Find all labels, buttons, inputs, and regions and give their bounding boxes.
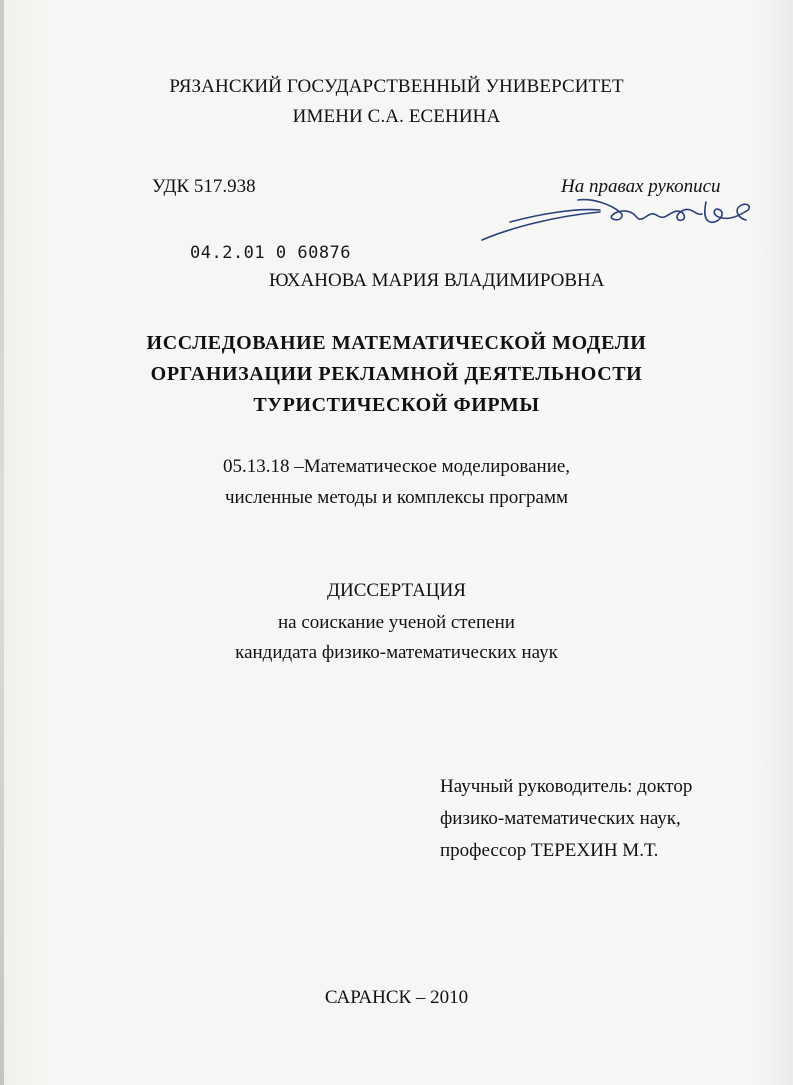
thesis-title-line: ОРГАНИЗАЦИИ РЕКЛАМНОЙ ДЕЯТЕЛЬНОСТИ bbox=[150, 363, 643, 385]
scan-edge bbox=[0, 0, 4, 1085]
manuscript-rights-note: На правах рукописи bbox=[561, 176, 721, 197]
author-name: ЮХАНОВА МАРИЯ ВЛАДИМИРОВНА bbox=[269, 270, 605, 291]
specialty-line: 05.13.18 –Математическое моделирование, bbox=[222, 456, 571, 477]
registration-stamp: 04.2.01 0 60876 bbox=[190, 243, 352, 263]
degree-purpose-line2: кандидата физико-математических наук bbox=[235, 642, 558, 663]
supervisor-line: профессор ТЕРЕХИН М.Т. bbox=[440, 840, 659, 861]
thesis-title-line: ТУРИСТИЧЕСКОЙ ФИРМЫ bbox=[253, 394, 540, 416]
supervisor-line: Научный руководитель: доктор bbox=[440, 776, 693, 797]
city-year: САРАНСК – 2010 bbox=[324, 987, 469, 1008]
signature-icon bbox=[470, 192, 770, 252]
degree-purpose-line1: на соискание ученой степени bbox=[278, 612, 515, 633]
dissertation-label: ДИССЕРТАЦИЯ bbox=[327, 580, 466, 601]
university-name-line1: РЯЗАНСКИЙ ГОСУДАРСТВЕННЫЙ УНИВЕРСИТЕТ bbox=[169, 76, 624, 97]
udk-code: УДК 517.938 bbox=[152, 176, 256, 197]
university-name-line2: ИМЕНИ С.А. ЕСЕНИНА bbox=[292, 106, 501, 127]
specialty-line: численные методы и комплексы программ bbox=[224, 487, 569, 508]
thesis-title-line: ИССЛЕДОВАНИЕ МАТЕМАТИЧЕСКОЙ МОДЕЛИ bbox=[146, 332, 647, 354]
supervisor-line: физико-математических наук, bbox=[440, 808, 681, 829]
